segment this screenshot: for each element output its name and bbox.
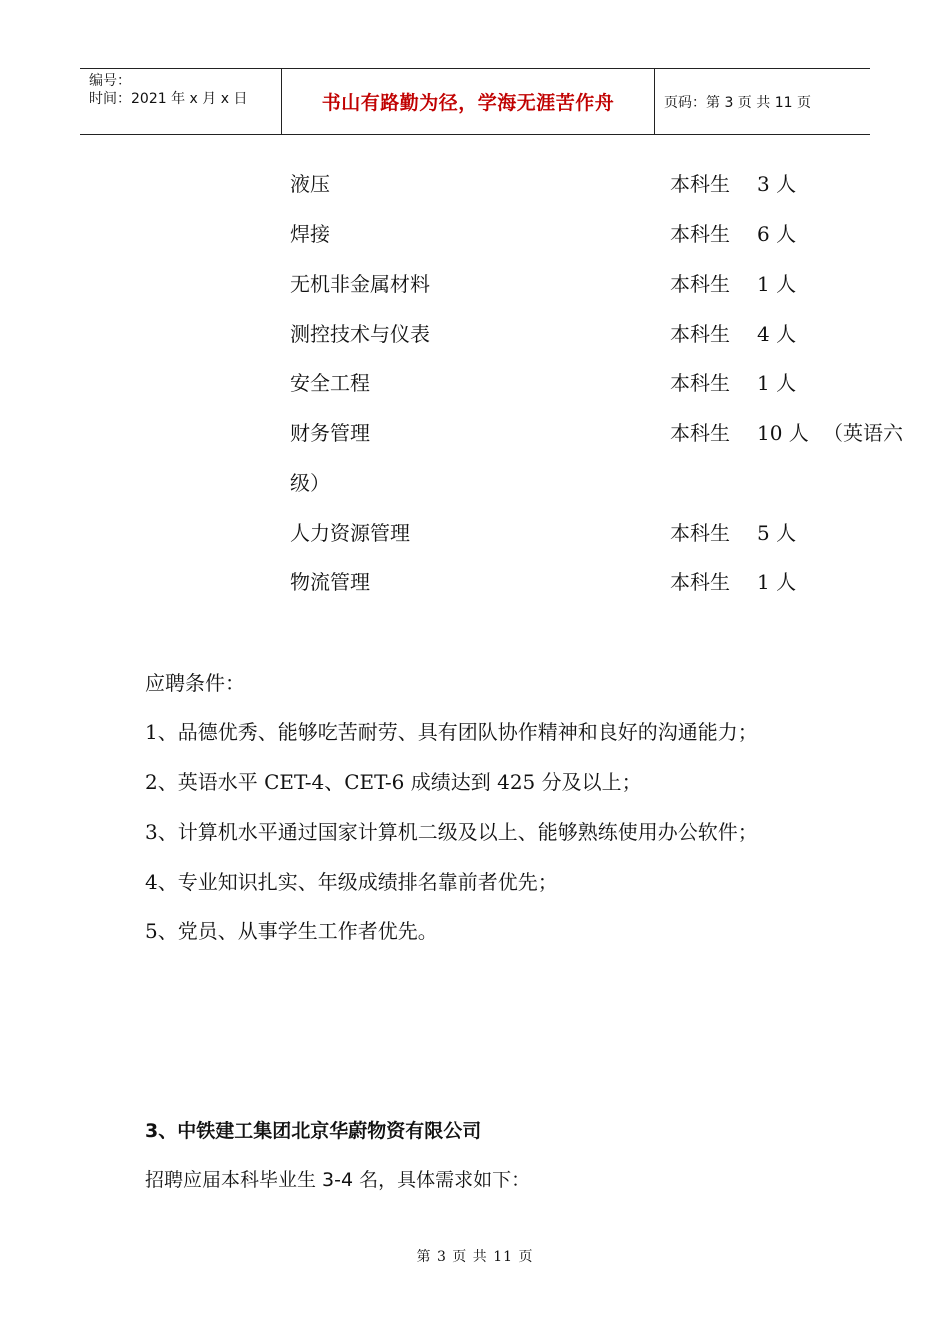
position-major: 焊接 (290, 222, 330, 246)
position-degree: 本科生 (670, 322, 730, 346)
requirement-item: 1、品德优秀、能够吃苦耐劳、具有团队协作精神和良好的沟通能力； (145, 720, 758, 744)
position-major: 安全工程 (290, 371, 370, 395)
position-major: 无机非金属材料 (290, 272, 430, 296)
document-number: 编号： (89, 73, 131, 89)
position-major: 人力资源管理 (290, 521, 410, 545)
position-count: 6 人 (757, 222, 797, 246)
requirement-item: 2、英语水平 CET-4、CET-6 成绩达到 425 分及以上； (145, 770, 642, 794)
position-major: 级） (290, 471, 330, 495)
position-count: 1 人 (757, 570, 797, 594)
position-degree: 本科生 (670, 371, 730, 395)
position-degree: 本科生 (670, 172, 730, 196)
position-major: 财务管理 (290, 421, 370, 445)
page-header (80, 68, 870, 135)
position-degree: 本科生 (670, 421, 730, 445)
position-count: 1 人 (757, 272, 797, 296)
position-note: （英语六 (823, 421, 903, 445)
company-heading: 3、中铁建工集团北京华蔚物资有限公司 (145, 1120, 482, 1142)
position-count: 10 人 (757, 421, 809, 445)
position-degree: 本科生 (670, 272, 730, 296)
header-motto: 书山有路勤为径，学海无涯苦作舟 (282, 69, 655, 134)
position-count: 4 人 (757, 322, 797, 346)
position-count: 3 人 (757, 172, 797, 196)
header-page-info: 页码：第 3 页 共 11 页 (664, 94, 811, 111)
position-major: 物流管理 (290, 570, 370, 594)
position-degree: 本科生 (670, 222, 730, 246)
company-intro: 招聘应届本科毕业生 3-4 名，具体需求如下： (145, 1169, 531, 1191)
requirements-title: 应聘条件： (145, 671, 245, 695)
header-meta (80, 69, 282, 134)
position-count: 1 人 (757, 371, 797, 395)
position-major: 测控技术与仪表 (290, 322, 430, 346)
document-date: 时间：2021 年 x 月 x 日 (89, 91, 248, 107)
requirement-item: 3、计算机水平通过国家计算机二级及以上、能够熟练使用办公软件； (145, 820, 758, 844)
position-major: 液压 (290, 172, 330, 196)
position-count: 5 人 (757, 521, 797, 545)
position-degree: 本科生 (670, 521, 730, 545)
requirement-item: 4、专业知识扎实、年级成绩排名靠前者优先； (145, 870, 558, 894)
requirement-item: 5、党员、从事学生工作者优先。 (145, 919, 438, 943)
position-degree: 本科生 (670, 570, 730, 594)
page-footer: 第 3 页 共 11 页 (416, 1249, 534, 1265)
